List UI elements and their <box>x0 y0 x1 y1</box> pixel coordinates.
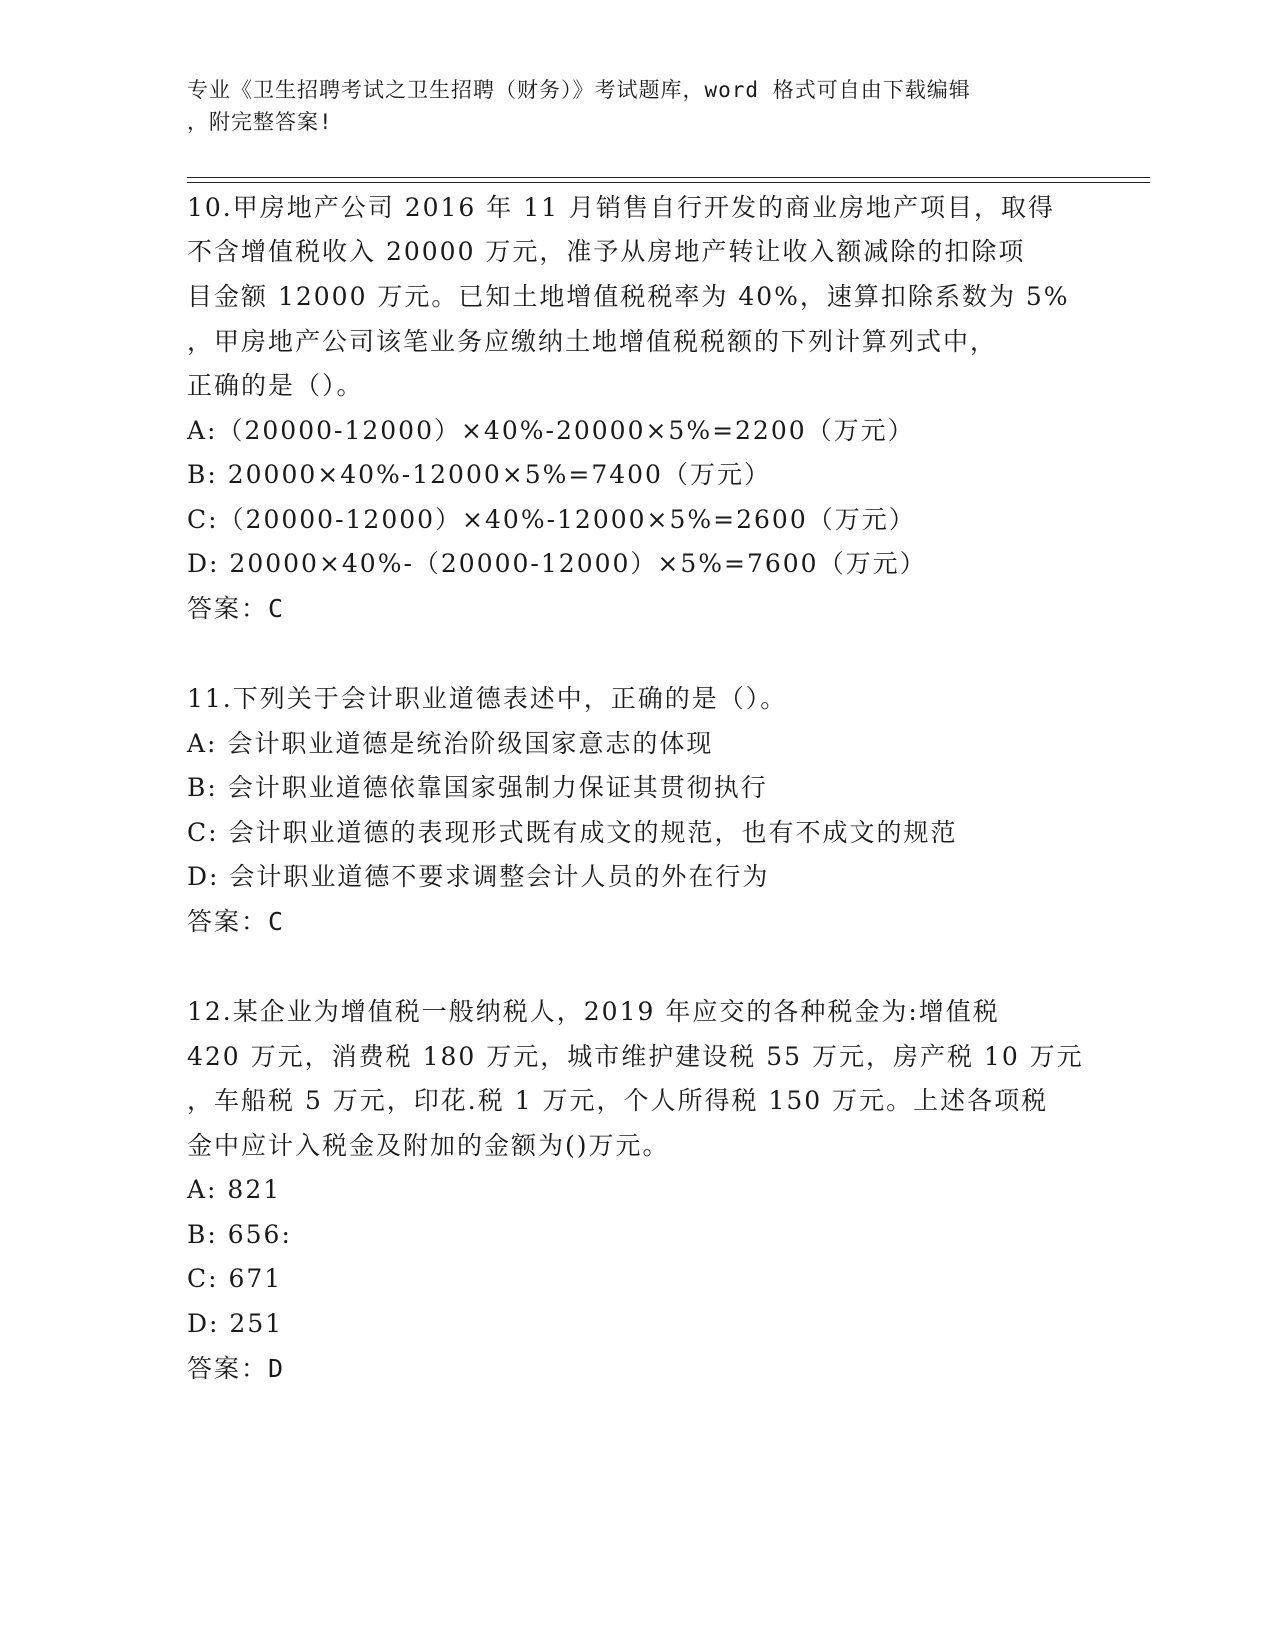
question-stem-line: 金中应计入税金及附加的金额为()万元。 <box>187 1131 670 1160</box>
option-a: A: 821 <box>187 1175 282 1204</box>
option-d: D: 20000×40%-（20000-12000）×5%=7600（万元） <box>187 549 927 578</box>
option-b: B: 20000×40%-12000×5%=7400（万元） <box>187 460 771 489</box>
question-stem-line: 11.下列关于会计职业道德表述中，正确的是（）。 <box>187 684 788 713</box>
header-divider-bottom <box>187 182 1150 183</box>
question-stem-line: 不含增值税收入 20000 万元，准予从房地产转让收入额减除的扣除项 <box>187 237 1026 266</box>
question-stem-line: 12.某企业为增值税一般纳税人，2019 年应交的各种税金为:增值税 <box>187 997 1000 1026</box>
option-c: C: 671 <box>187 1264 283 1293</box>
header-divider-top <box>187 177 1150 178</box>
option-a: A: 会计职业道德是统治阶级国家意志的体现 <box>187 729 714 758</box>
option-c: C: 会计职业道德的表现形式既有成文的规范，也有不成文的规范 <box>187 818 958 847</box>
question-stem-line: 420 万元，消费税 180 万元，城市维护建设税 55 万元，房产税 10 万元 <box>187 1042 1084 1071</box>
question-stem-line: 10.甲房地产公司 2016 年 11 月销售自行开发的商业房地产项目，取得 <box>187 193 1055 222</box>
document-header <box>187 74 1087 138</box>
question-stem-line: ，甲房地产公司该笔业务应缴纳土地增值税税额的下列计算列式中， <box>187 327 998 356</box>
question-stem-line: 正确的是（）。 <box>187 371 364 400</box>
question-stem-line: 目金额 12000 万元。已知土地增值税税率为 40%，速算扣除系数为 5% <box>187 282 1070 311</box>
answer-label: 答案：C <box>187 907 286 936</box>
option-a: A:（20000-12000）×40%-20000×5%=2200（万元） <box>187 416 915 445</box>
header-line-2: ，附完整答案! <box>187 110 333 134</box>
question-stem-line: ，车船税 5 万元，印花.税 1 万元，个人所得税 150 万元。上述各项税 <box>187 1086 1049 1115</box>
option-b: B: 会计职业道德依靠国家强制力保证其贯彻执行 <box>187 773 768 802</box>
option-c: C:（20000-12000）×40%-12000×5%=2600（万元） <box>187 505 916 534</box>
header-line-1: 专业《卫生招聘考试之卫生招聘（财务）》考试题库，word 格式可自由下载编辑 <box>187 78 971 102</box>
answer-label: 答案：C <box>187 594 286 623</box>
option-d: D: 会计职业道德不要求调整会计人员的外在行为 <box>187 862 770 891</box>
option-d: D: 251 <box>187 1309 284 1338</box>
answer-label: 答案：D <box>187 1354 286 1383</box>
option-b: B: 656: <box>187 1220 292 1249</box>
